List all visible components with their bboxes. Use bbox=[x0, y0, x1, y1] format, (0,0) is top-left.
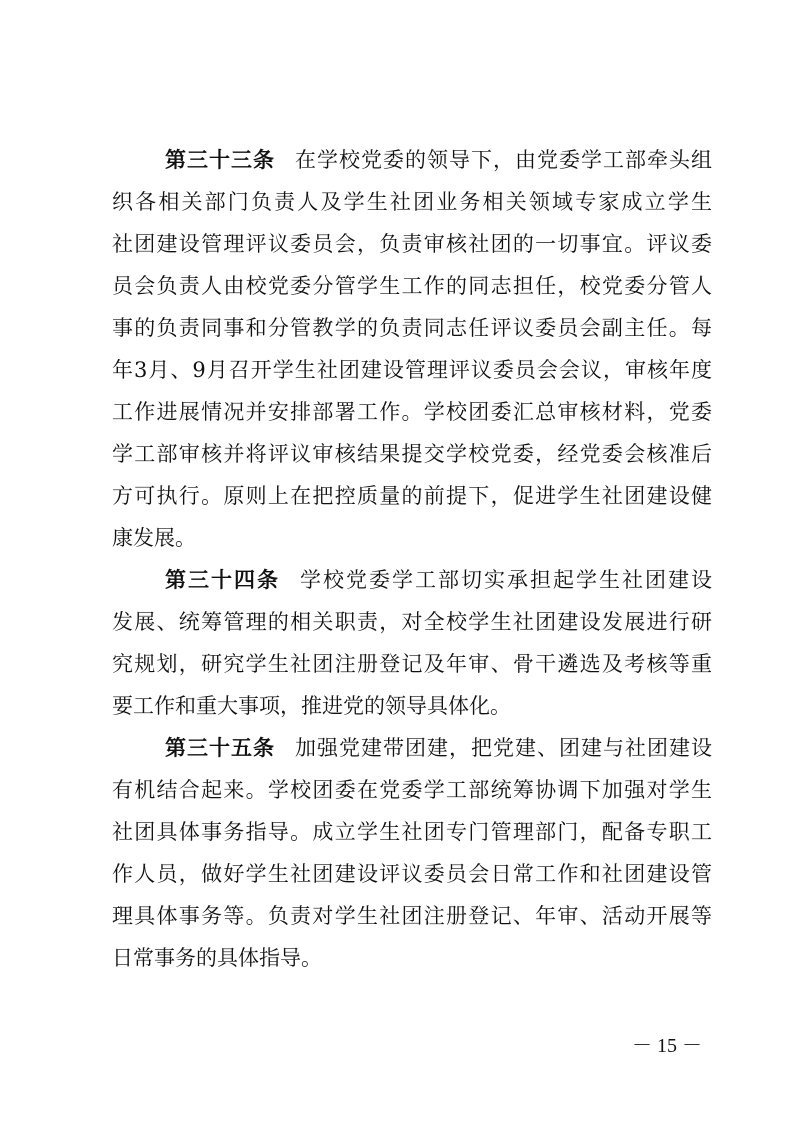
article-33-text: 在学校党委的领导下，由党委学工部牵头组 bbox=[295, 148, 712, 172]
page-number: － 15 － bbox=[632, 1035, 702, 1057]
article-34-line-3: 究规划，研究学生社团注册登记及年审、骨干遴选及考核等重 bbox=[112, 652, 712, 676]
article-33-line-10: 康发展。 bbox=[112, 526, 196, 550]
article-34-text: 学校党委学工部切实承担起学生社团建设 bbox=[300, 568, 712, 592]
article-34-line-4: 要工作和重大事项，推进党的领导具体化。 bbox=[112, 694, 511, 718]
article-33-line-8: 学工部审核并将评议审核结果提交学校党委，经党委会核准后 bbox=[112, 442, 712, 466]
article-33-line-2: 织各相关部门负责人及学生社团业务相关领域专家成立学生 bbox=[112, 190, 712, 214]
article-33-line-9: 方可执行。原则上在把控质量的前提下，促进学生社团建设健 bbox=[112, 484, 712, 508]
article-35-line-4: 作人员，做好学生社团建设评议委员会日常工作和社团建设管 bbox=[112, 862, 712, 886]
article-35-line-3: 社团具体事务指导。成立学生社团专门管理部门，配备专职工 bbox=[112, 820, 712, 844]
article-33-line-1 bbox=[165, 142, 712, 178]
article-33-line-4: 员会负责人由校党委分管学生工作的同志担任，校党委分管人 bbox=[112, 274, 712, 298]
article-33-number: 第三十三条 bbox=[165, 148, 275, 172]
article-35-line-1 bbox=[165, 730, 712, 766]
article-35-number: 第三十五条 bbox=[165, 736, 275, 760]
article-35-text: 加强党建带团建，把党建、团建与社团建设 bbox=[295, 736, 712, 760]
article-35-line-5: 理具体事务等。负责对学生社团注册登记、年审、活动开展等 bbox=[112, 904, 712, 928]
article-35-line-2: 有机结合起来。学校团委在党委学工部统筹协调下加强对学生 bbox=[112, 778, 712, 802]
article-33-line-6: 年3月、9月召开学生社团建设管理评议委员会会议，审核年度 bbox=[112, 358, 712, 382]
article-34-number: 第三十四条 bbox=[165, 568, 280, 592]
article-33-line-3: 社团建设管理评议委员会，负责审核社团的一切事宜。评议委 bbox=[112, 232, 712, 256]
article-35-line-6: 日常事务的具体指导。 bbox=[112, 946, 322, 970]
article-33-line-5: 事的负责同事和分管教学的负责同志任评议委员会副主任。每 bbox=[112, 316, 712, 340]
article-34-line-2: 发展、统筹管理的相关职责，对全校学生社团建设发展进行研 bbox=[112, 610, 712, 634]
article-33-line-7: 工作进展情况并安排部署工作。学校团委汇总审核材料，党委 bbox=[112, 400, 712, 424]
article-34-line-1 bbox=[165, 562, 712, 598]
